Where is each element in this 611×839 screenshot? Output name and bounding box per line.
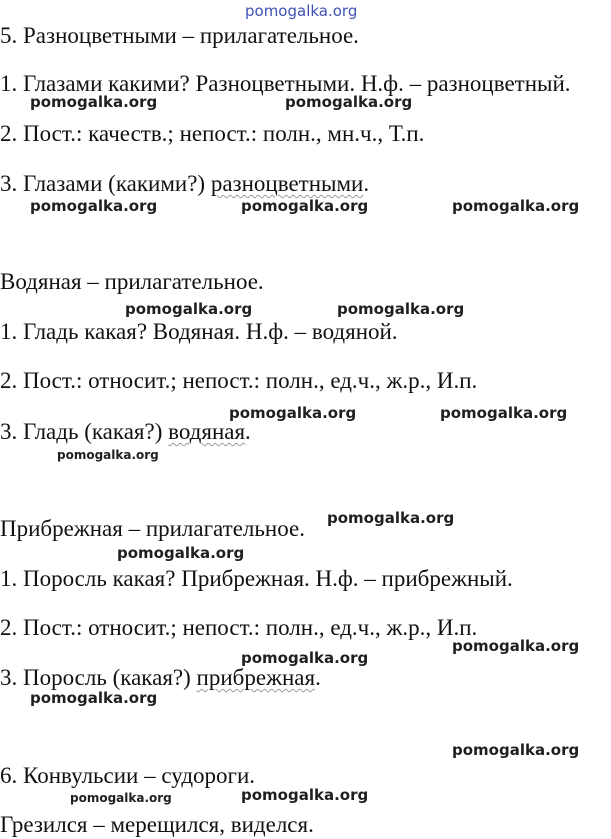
watermark: pomogalka.org xyxy=(125,300,253,318)
watermark: pomogalka.org xyxy=(30,93,158,111)
underlined-word: водяная xyxy=(168,419,246,444)
watermark: pomogalka.org xyxy=(337,300,465,318)
watermark: pomogalka.org xyxy=(57,448,159,462)
section-konvulsii-line: 6. Конвульсии – судороги. xyxy=(0,763,256,788)
watermark: pomogalka.org xyxy=(229,404,357,422)
section-pribrezhnaya-line-3 xyxy=(0,664,321,692)
watermark: pomogalka.org xyxy=(117,544,245,562)
line-3-prefix: 3. Глазами (какими?) xyxy=(0,171,211,196)
section-vodyanaya-line-3 xyxy=(0,418,251,446)
line-3-prefix: 3. Поросль (какая?) xyxy=(0,665,197,690)
watermark: pomogalka.org xyxy=(241,197,369,215)
watermark: pomogalka.org xyxy=(30,197,158,215)
watermark: pomogalka.org xyxy=(452,197,580,215)
page-header-watermark: pomogalka.org xyxy=(245,2,358,20)
watermark: pomogalka.org xyxy=(327,509,455,527)
line-3-suffix: . xyxy=(315,665,321,690)
underlined-word: прибрежная xyxy=(196,665,316,690)
section-pribrezhnaya-line-1: 1. Поросль какая? Прибрежная. Н.ф. – прибрежный. xyxy=(0,566,513,591)
watermark: pomogalka.org xyxy=(241,649,369,667)
section-grezilsya-line: Грезился – мерещился, виделся. xyxy=(0,812,314,837)
line-3-suffix: . xyxy=(245,419,251,444)
section-raznotsvetnymi-line-2: 2. Пост.: качеств.; непост.: полн., мн.ч., Т.п. xyxy=(0,121,425,146)
section-raznotsvetnymi-line-1: 1. Глазами какими? Разноцветными. Н.ф. – разноцветный. xyxy=(0,71,571,96)
section-raznotsvetnymi-heading: 5. Разноцветными – прилагательное. xyxy=(0,23,359,48)
line-3-prefix: 3. Гладь (какая?) xyxy=(0,419,169,444)
watermark: pomogalka.org xyxy=(30,689,158,707)
watermark: pomogalka.org xyxy=(452,741,580,759)
watermark: pomogalka.org xyxy=(70,791,172,805)
section-vodyanaya-heading: Водяная – прилагательное. xyxy=(0,269,264,294)
section-pribrezhnaya-heading: Прибрежная – прилагательное. xyxy=(0,516,305,541)
watermark: pomogalka.org xyxy=(440,404,568,422)
line-3-suffix: . xyxy=(363,171,370,196)
watermark: pomogalka.org xyxy=(285,93,413,111)
section-vodyanaya-line-1: 1. Гладь какая? Водяная. Н.ф. – водяной. xyxy=(0,319,398,344)
section-pribrezhnaya-line-2: 2. Пост.: относит.; непост.: полн., ед.ч., ж.р., И.п. xyxy=(0,615,478,640)
section-vodyanaya-line-2: 2. Пост.: относит.; непост.: полн., ед.ч., ж.р., И.п. xyxy=(0,368,478,393)
section-raznotsvetnymi-line-3 xyxy=(0,170,369,198)
underlined-word: разноцветными xyxy=(210,171,364,196)
watermark: pomogalka.org xyxy=(241,786,369,804)
watermark: pomogalka.org xyxy=(452,637,580,655)
